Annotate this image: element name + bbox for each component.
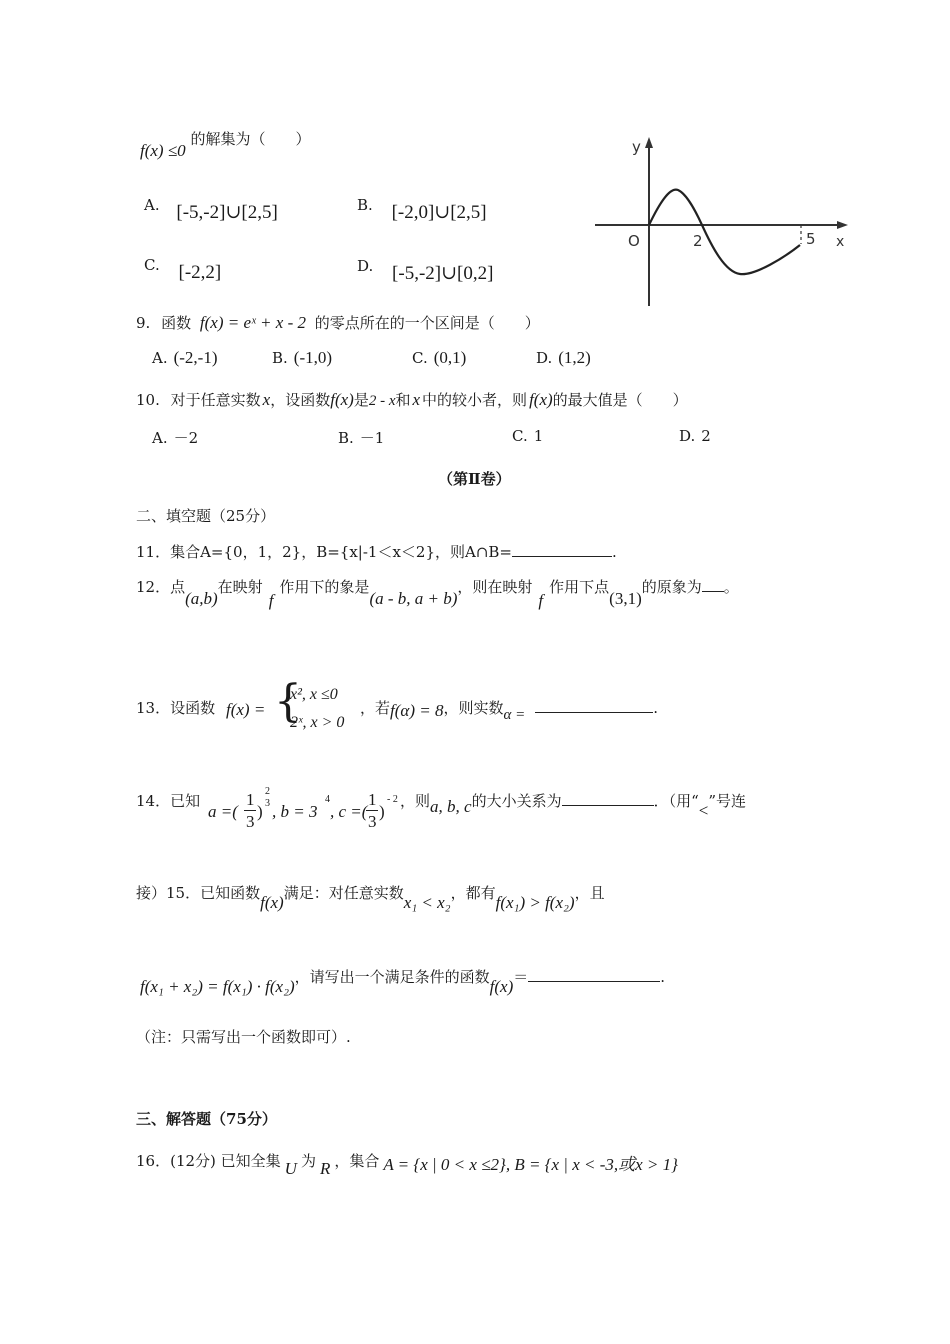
q14-abc: a, b, c [430, 797, 472, 816]
section3-heading: 三、解答题（75分） [136, 1110, 277, 1128]
q8-option-c-label: C. [144, 256, 160, 274]
q15-cond-2: f(x₁) > f(x₂) [495, 893, 575, 912]
q15-line-1 [136, 882, 605, 912]
tick-5-label: 5 [806, 230, 816, 248]
q14-a-one: 1 [246, 790, 255, 809]
q8-option-c-value: [-2,2] [178, 262, 222, 283]
q14-a-exp-num: 2 [265, 786, 270, 797]
q10-option-a [152, 427, 198, 448]
q10-text-1: 对于任意实数 [170, 391, 261, 409]
q13-end: . [653, 699, 659, 717]
q10-var-x-2: x [412, 390, 421, 409]
q10-option-a-label: A. [152, 429, 168, 447]
q8-option-b [357, 193, 487, 223]
q9-option-a-label: A. [152, 349, 168, 367]
q8-stem-math: f(x) ≤0 [140, 141, 186, 160]
q15-text-3: ，且 [574, 884, 605, 902]
q10-text-3: 是 [353, 391, 369, 409]
q12-text-2: 在映射 [217, 578, 263, 596]
q15-text-4: ，请写出一个满足条件的函数 [294, 968, 490, 986]
q15-text-2: ，都有 [450, 884, 496, 902]
q8-option-b-label: B. [357, 196, 373, 214]
q9-option-d-label: D. [536, 349, 553, 367]
q14-c-part: , c =( [330, 802, 368, 821]
q10-option-c-label: C. [512, 427, 528, 445]
q9-option-d-value: (1,2) [558, 348, 591, 367]
q14-a-exp-den: 3 [265, 798, 270, 809]
q13-rest [360, 697, 659, 723]
q12-image-expr: (a - b, a + b) [369, 589, 458, 608]
q13-case-1: x², x ≤0 [290, 686, 338, 703]
q14-c-exp: - 2 [387, 794, 398, 805]
q15-cond-3: f(x₁ + x₂) = f(x₁) · f(x₂) [140, 977, 295, 996]
q12-text-5: 作用下点 [549, 578, 610, 596]
q10-option-c [512, 427, 543, 445]
q13-condition: f(α) = 8 [390, 701, 444, 720]
q14-c-frac-line [366, 810, 378, 811]
q16-text-2: 为 [300, 1152, 316, 1170]
q16-text-1: 16．(12分) 已知全集 [136, 1152, 281, 1170]
function-graph [590, 132, 860, 310]
q15-end: . [660, 968, 666, 986]
q13-text-1: 13．设函数 [136, 699, 216, 717]
q9-option-d [536, 348, 591, 368]
q16 [136, 1146, 678, 1178]
q10-text-2: ，设函数 [270, 391, 331, 409]
q14-a-lhs: a =( [208, 802, 238, 821]
q14-a-frac-line [244, 810, 256, 811]
q14-text-2: ，则 [400, 792, 431, 810]
q10-text-5: 中的较小者，则 [422, 391, 528, 409]
q8-option-a [144, 193, 278, 223]
q9-option-c [412, 348, 466, 368]
q8-option-d-value: [-5,-2]∪[0,2] [392, 263, 494, 284]
q12-point-ab: (a,b) [185, 589, 218, 608]
q12 [136, 576, 739, 610]
q11-text: 11．集合A={0，1，2}，B={x|-1＜x＜2}，则A∩B= [136, 543, 513, 561]
q15-answer-blank[interactable] [528, 981, 660, 982]
q9-formula: f(x) = eˣ + x - 2 [199, 313, 306, 332]
x-label: x [836, 234, 845, 250]
q11-answer-blank[interactable] [512, 556, 612, 557]
q14-text-4: ．（用“ [653, 792, 699, 810]
q14-text-3: 的大小关系为 [471, 792, 562, 810]
q14-c-three: 3 [368, 812, 377, 831]
q13-case-2: 2ˣ, x > 0 [290, 714, 345, 731]
q13-answer-blank[interactable] [535, 712, 653, 713]
q15-note: （注：只需写出一个函数即可）. [136, 1028, 351, 1046]
q12-map-f: f [268, 591, 274, 610]
curve [649, 190, 800, 275]
q10-option-b [338, 427, 384, 448]
q8-option-c [144, 254, 222, 283]
q15-fx: f(x) [260, 893, 284, 912]
q8-option-a-value: [-5,-2]∪[2,5] [176, 202, 278, 223]
q9-pre: 函数 [161, 314, 192, 332]
q13-text-2: ，若 [360, 699, 391, 717]
q12-text-6: 的原象为 [641, 578, 702, 596]
q9-number: 9. [136, 314, 151, 332]
q14-c-close: ) [379, 802, 385, 821]
q8-option-b-value: [-2,0]∪[2,5] [391, 202, 487, 223]
q13-brace: { [274, 676, 302, 727]
q15-text-0: 接）15．已知函数 [136, 884, 261, 902]
q10-option-c-value: 1 [533, 427, 544, 445]
q16-text-3: ，集合 [334, 1152, 380, 1170]
origin-label: O [628, 232, 640, 250]
q14-c-one: 1 [368, 790, 377, 809]
q15-cond-1: x₁ < x₂ [403, 893, 451, 912]
q10-option-a-value: －2 [173, 429, 199, 447]
q11-end: . [612, 543, 617, 561]
q13-fx: f(x) = [226, 700, 266, 719]
q14-answer-blank[interactable] [562, 805, 654, 806]
q15-text-1: 满足：对任意实数 [283, 884, 404, 902]
q10-fx-2: f(x) [529, 390, 553, 409]
q13-text-3: ，则实数 [443, 699, 504, 717]
part2-title: （第Ⅱ卷） [438, 470, 511, 488]
q9-option-c-label: C. [412, 349, 428, 367]
q10-stem [136, 389, 688, 410]
q9-post: 的零点所在的一个区间是（ ） [314, 314, 540, 332]
q9-option-b [272, 348, 332, 368]
x-axis-arrow [837, 221, 848, 229]
q12-end: 。 [723, 578, 739, 596]
q14-b-exp: 4 [325, 794, 330, 805]
q11 [136, 541, 617, 562]
q12-text-4: ，则在映射 [457, 578, 533, 596]
q10-option-b-value: －1 [359, 429, 385, 447]
q14-text-1: 14．已知 [136, 792, 201, 810]
q12-text-1: 12．点 [136, 578, 186, 596]
q10-option-d [679, 427, 711, 445]
q9-option-b-value: (-1,0) [293, 348, 333, 367]
q8-stem-text: 的解集为（ ） [190, 130, 311, 148]
y-label: y [632, 138, 641, 156]
q16-universal-set: U [284, 1159, 297, 1178]
q16-reals: R [319, 1159, 331, 1178]
q12-point-31: (3,1) [609, 589, 642, 608]
q10-option-d-label: D. [679, 427, 696, 445]
q8-stem [140, 130, 311, 160]
q14-a-three: 3 [246, 812, 255, 831]
q8-option-d [357, 254, 494, 284]
q14-b-part: , b = 3 [272, 802, 318, 821]
q16-sets: A = {x | 0 < x ≤2}, B = {x | x < -3,或x > 1} [383, 1155, 678, 1174]
q9-option-c-value: (0,1) [433, 348, 467, 367]
q15-text-5: ＝ [513, 968, 529, 986]
q12-answer-blank[interactable] [702, 591, 724, 592]
y-axis-arrow [645, 137, 653, 148]
q14-rest [400, 790, 747, 820]
q13-alpha: α = [503, 707, 526, 723]
q10-text-6: 的最大值是（ ） [552, 391, 688, 409]
q12-map-f-2: f [538, 591, 544, 610]
q14-lt: < [698, 801, 709, 820]
q9-stem [136, 312, 540, 333]
q10-option-b-label: B. [338, 429, 354, 447]
q10-number: 10. [136, 391, 160, 409]
q10-text-4: 和 [395, 391, 411, 409]
q15-fx-2: f(x) [489, 977, 514, 996]
q9-option-a-value: (-2,-1) [173, 348, 218, 367]
q10-fx: f(x) [330, 390, 354, 409]
q10-option-d-value: 2 [701, 427, 711, 445]
q9-option-b-label: B. [272, 349, 288, 367]
q12-text-3: 作用下的象是 [279, 578, 370, 596]
tick-2-label: 2 [693, 232, 703, 250]
q14-a-close: ) [257, 802, 263, 821]
q10-two-minus-x: 2 - x [368, 393, 396, 409]
q8-option-a-label: A. [144, 196, 160, 214]
q8-option-d-label: D. [357, 257, 374, 275]
q10-var-x: x [262, 390, 271, 409]
q15-line-2 [140, 966, 666, 996]
section2-heading: 二、填空题（25分） [136, 507, 276, 525]
q9-option-a [152, 348, 218, 368]
q14-text-5: ”号连 [708, 792, 747, 810]
